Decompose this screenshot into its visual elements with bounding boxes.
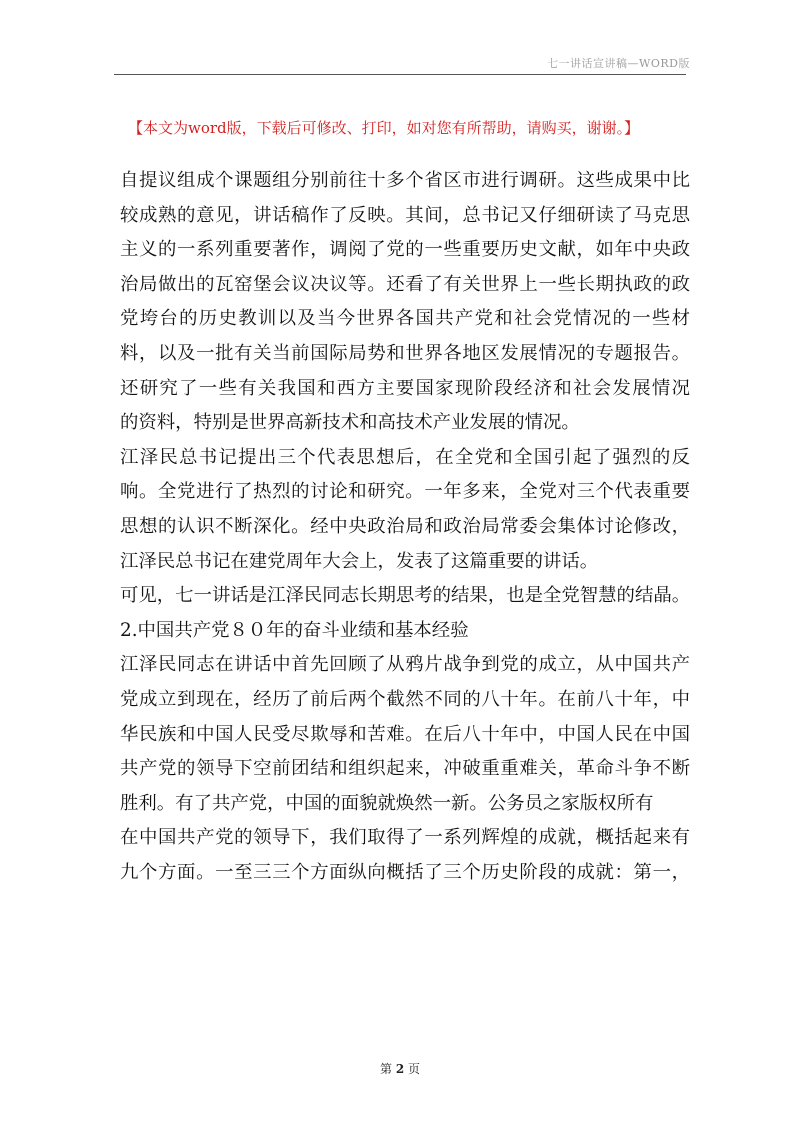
- body-line: 还研究了一些有关我国和西方主要国家现阶段经济和社会发展情况: [120, 377, 690, 399]
- header-divider: [114, 74, 686, 75]
- body-line: 江泽民总书记提出三个代表思想后，在全党和全国引起了强烈的反: [120, 446, 690, 468]
- body-line: 在中国共产党的领导下，我们取得了一系列辉煌的成就，概括起来有: [120, 827, 690, 849]
- body-line: 自提议组成个课题组分别前往十多个省区市进行调研。这些成果中比: [120, 170, 690, 191]
- body-line: 共产党的领导下空前团结和组织起来，冲破重重难关，革命斗争不断: [120, 758, 690, 780]
- body-line: 胜利。有了共产党，中国的面貌就焕然一新。公务员之家版权所有: [120, 792, 654, 814]
- footer-prefix: 第: [379, 1062, 392, 1076]
- document-body: [120, 164, 690, 890]
- body-line: 治局做出的瓦窑堡会议决议等。还看了有关世界上一些长期执政的政: [120, 273, 690, 295]
- body-line: 党成立到现在，经历了前后两个截然不同的八十年。在前八十年，中: [120, 688, 690, 710]
- body-line: 的资料，特别是世界高新技术和高技术产业发展的情况。: [120, 412, 580, 434]
- document-header-title: 七一讲话宣讲稿—WORD版: [547, 57, 690, 70]
- section-heading: 2.中国共产党８０年的奋斗业绩和基本经验: [120, 619, 469, 641]
- body-line: 可见，七一讲话是江泽民同志长期思考的结果，也是全党智慧的结晶。: [120, 585, 691, 607]
- footer-suffix: 页: [408, 1062, 421, 1076]
- page-footer: [0, 1060, 800, 1077]
- purchase-notice: 【本文为word版，下载后可修改、打印，如对您有所帮助，请购买，谢谢。】: [128, 119, 640, 137]
- body-line: 思想的认识不断深化。经中央政治局和政治局常委会集体讨论修改，: [120, 515, 690, 537]
- body-line: 党垮台的历史教训以及当今世界各国共产党和社会党情况的一些材: [120, 308, 690, 330]
- body-line: 九个方面。一至三三个方面纵向概括了三个历史阶段的成就：第一，: [120, 861, 690, 883]
- body-line: 江泽民总书记在建党周年大会上，发表了这篇重要的讲话。: [120, 550, 599, 572]
- body-line: 料，以及一批有关当前国际局势和世界各地区发展情况的专题报告。: [120, 342, 690, 364]
- body-line: 华民族和中国人民受尽欺辱和苦难。在后八十年中，中国人民在中国: [120, 723, 690, 745]
- body-line: 江泽民同志在讲话中首先回顾了从鸦片战争到党的成立，从中国共产: [120, 654, 690, 676]
- page-number: 2: [395, 1062, 405, 1076]
- body-line: 主义的一系列重要著作，调阅了党的一些重要历史文献，如年中央政: [120, 239, 690, 261]
- body-line: 较成熟的意见，讲话稿作了反映。其间，总书记又仔细研读了马克思: [120, 204, 690, 226]
- body-line: 响。全党进行了热烈的讨论和研究。一年多来，全党对三个代表重要: [120, 481, 690, 503]
